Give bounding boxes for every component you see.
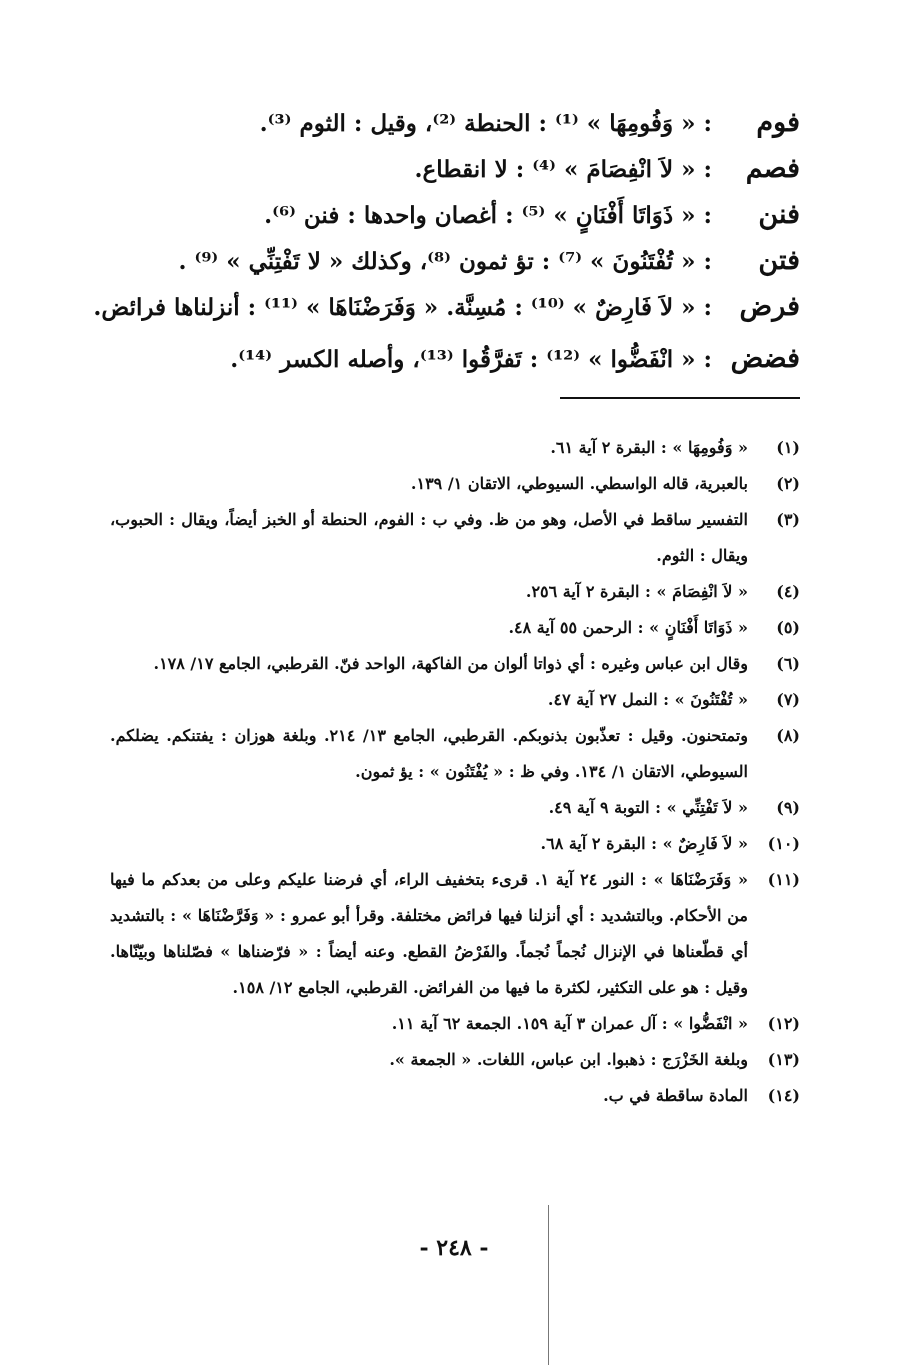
entry-gloss: : « ذَوَاتَا أَفْنَانٍ » ⁽⁵⁾ : أغصان واحدها : فنن ⁽⁶⁾. [264, 202, 712, 229]
footnote [110, 1006, 800, 1042]
entry-gloss: : « لاَ فَارِضٌ » ⁽¹⁰⁾ : مُسِنَّة. « وَفَرَضْنَاهَا » ⁽¹¹⁾ : أنزلناها فرائض. [93, 294, 712, 321]
page-number: - ٢٤٨ - [419, 1235, 489, 1261]
footnote-text: « وَفَرَضْنَاهَا » : النور ٢٤ آية ١. قرىء بتخفيف الراء، أي فرضنا عليكم وعلى من بعدكم ما فيها من الأحكام. وبالتشديد : أي أنزلنا فيها فرائض مختلفة. وقرأ أبو عمرو : « وَفَرَّضْنَاهَا » : بالتشديد أي قطّعناها في الإنزال نُجماً نُجماً. والفَرْضُ القطع. وعنه أيضاً : « فرّضناها » فصّلناها وبيّنّاها. وقيل : هو على التكثير، لكثرة ما فيها من الفرائض. القرطبي، الجامع ١٢/ ١٥٨. [110, 870, 749, 997]
footnote [110, 1042, 800, 1078]
entry-root: فرض [739, 291, 800, 322]
entry-gloss: : « وَفُومِهَا » ⁽¹⁾ : الحنطة ⁽²⁾، وقيل : الثوم ⁽³⁾. [259, 110, 712, 137]
footnote-text: « لاَ انْفِصَامَ » : البقرة ٢ آية ٢٥٦. [525, 582, 748, 601]
footnote [110, 646, 800, 682]
footnote-number: (٦) [776, 654, 800, 673]
footnote-text: « ذَوَاتَا أَفْنَانٍ » : الرحمن ٥٥ آية ٤٨. [508, 618, 748, 637]
entry-root: فضض [730, 343, 800, 374]
footnote-number: (١) [776, 438, 800, 457]
footnote-text: « تُفْتَنُونَ » : النمل ٢٧ آية ٤٧. [547, 690, 748, 709]
footnote-divider [560, 397, 800, 399]
footnote-text: وقال ابن عباس وغيره : أي ذواتا ألوان من الفاكهة، الواحد فنّ. القرطبي، الجامع ١٧/ ١٧٨. [153, 654, 748, 673]
lexicon-entry [100, 192, 800, 238]
entry-root: فوم [756, 107, 800, 138]
footnotes [110, 430, 800, 1114]
lexicon-entry [100, 100, 800, 146]
footnote-text: وبلغة الخَزْرَج : ذهبوا. ابن عباس، اللغات. « الجمعة ». [389, 1050, 748, 1069]
footnote-number: (١٤) [767, 1086, 800, 1105]
footnote [110, 610, 800, 646]
footnote-text: التفسير ساقط في الأصل، وهو من ظ. وفي ب : الفوم، الحنطة أو الخبز أيضاً، ويقال : الحبوب، ويقال : الثوم. [110, 510, 748, 565]
footnote-number: (٧) [776, 690, 800, 709]
footnote-number: (٨) [776, 726, 800, 745]
entry-gloss: : « لاَ انْفِصَامَ » ⁽⁴⁾ : لا انقطاع. [414, 156, 712, 183]
footnote-text: « انْفَضُّوا » : آل عمران ٣ آية ١٥٩. الجمعة ٦٢ آية ١١. [391, 1014, 748, 1033]
entry-root: فصم [745, 153, 800, 184]
binding-line [548, 1205, 549, 1365]
footnote [110, 718, 800, 790]
footnote [110, 826, 800, 862]
entry-gloss: : « انْفَضُّوا » ⁽¹²⁾ : تَفرَّقُوا ⁽¹³⁾، وأصله الكسر ⁽¹⁴⁾. [230, 346, 712, 373]
lexicon-entries [93, 100, 800, 382]
footnote-number: (٩) [776, 798, 800, 817]
entry-root: فتن [758, 245, 800, 276]
entry-gloss: : « تُفْتَنُونَ » ⁽⁷⁾ : تؤ ثمون ⁽⁸⁾، وكذلك « لا تَفْتِنِّي » ⁽⁹⁾ . [178, 248, 712, 275]
lexicon-entry [93, 284, 800, 330]
footnote [110, 790, 800, 826]
lexicon-entry [100, 238, 800, 284]
footnote-number: (١٣) [767, 1050, 800, 1069]
footnote [110, 574, 800, 610]
footnote-number: (١٢) [767, 1014, 800, 1033]
footnote-number: (٣) [776, 510, 800, 529]
footnote-number: (٤) [776, 582, 800, 601]
footnote-number: (١٠) [767, 834, 800, 853]
footnote-text: المادة ساقطة في ب. [603, 1086, 748, 1105]
footnote-text: « وَفُومِهَا » : البقرة ٢ آية ٦١. [550, 438, 748, 457]
footnote-text: بالعبرية، قاله الواسطي. السيوطي، الاتقان ١/ ١٣٩. [410, 474, 748, 493]
footnote [110, 1078, 800, 1114]
footnote [110, 430, 800, 466]
footnote [110, 862, 800, 1006]
footnote [110, 502, 800, 574]
footnote-text: « لاَ تَفْتِنِّي » : التوبة ٩ آية ٤٩. [548, 798, 748, 817]
footnote-text: « لاَ فَارِضٌ » : البقرة ٢ آية ٦٨. [540, 834, 748, 853]
footnote-text: وتمتحنون. وقيل : تعذّبون بذنوبكم. القرطبي، الجامع ١٣/ ٢١٤. وبلغة هوزان : يفتنكم. يضلكم. السيوطي، الاتقان ١/ ١٣٤. وفي ظ : « يُفْتَنُون » : يؤ ثمون. [110, 726, 748, 781]
lexicon-entry [100, 146, 800, 192]
footnote [110, 682, 800, 718]
footnote-number: (٢) [776, 474, 800, 493]
footnote [110, 466, 800, 502]
footnote-number: (١١) [767, 870, 800, 889]
footnote-number: (٥) [776, 618, 800, 637]
entry-root: فنن [758, 199, 800, 230]
lexicon-entry [100, 336, 800, 382]
